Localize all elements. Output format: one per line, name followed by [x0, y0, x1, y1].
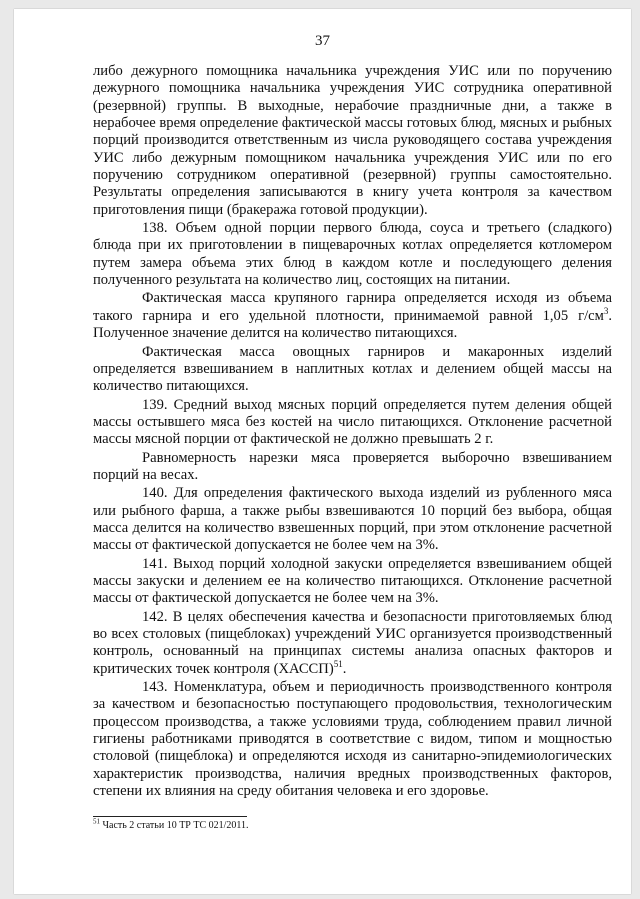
document-page: [14, 9, 631, 894]
footnote-text: Часть 2 статьи 10 ТР ТС 021/2011.: [100, 820, 249, 831]
footnote: [93, 817, 612, 832]
paragraph-142: [93, 609, 612, 678]
paragraph-138: 138. Объем одной порции первого блюда, соуса и третьего (сладкого) блюда при их приготовлении в пищеварочных котлах определяется котломером путем замера объема этих блюд в каждом котле и последующего деления полученного результата на количество лиц, состоящих на питании.: [93, 220, 612, 289]
paragraph-vegetable-garnish: Фактическая масса овощных гарниров и макаронных изделий определяется взвешиванием в наплитных котлах и делением общей массы на количество питающихся.: [93, 343, 612, 395]
paragraph-139: 139. Средний выход мясных порций определяется путем деления общей массы остывшего мяса без костей на число питающихся. Отклонение расчетной массы мясной порции от фактической не должно превышать 2 г.: [93, 396, 612, 448]
paragraph-141: 141. Выход порций холодной закуски определяется взвешиванием общей массы закуски и делением ее на количество питающихся. Отклонение расчетной массы от фактической допускается не более чем на 3%.: [93, 555, 612, 607]
footnote-divider: [93, 816, 247, 817]
document-body: [93, 63, 612, 801]
paragraph-continuation: либо дежурного помощника начальника учреждения УИС или по поручению дежурного помощника начальника учреждения УИС сотрудника оперативной (резервной) группы. В выходные, нерабочие праздничные дни, а также в нерабочее время определение фактической массы готовых блюд, мясных и рыбных порций производится ответственным из числа руководящего состава учреждения УИС либо дежурным помощником начальника учреждения УИС или по его поручению сотрудником оперативной (резервной) группы самостоятельно. Результаты определения записываются в книгу учета контроля за качеством приготовления пищи (бракеража готовой продукции).: [93, 63, 612, 218]
footnote-marker: 51: [93, 817, 100, 826]
paragraph-143: 143. Номенклатура, объем и периодичность производственного контроля за качеством и безопасностью поступающего продовольствия, технологическим процессом производства, а также условиями труда, соблюдением правил личной гигиены работниками приводятся в соответствие с видом, типом и мощностью столовой (пищеблока) и определяются исходя из санитарно-эпидемиологических характеристик производства, наличия вредных производственных факторов, степени их влияния на среду обитания человека и его здоровье.: [93, 679, 612, 800]
footnote-reference: 51: [333, 658, 343, 669]
page-number: 37: [315, 33, 330, 49]
paragraph-cereal-garnish-text: Фактическая масса крупяного гарнира определяется исходя из объема такого гарнира и его удельной плотности, принимаемой равной 1,05 г/см: [93, 290, 612, 324]
paragraph-142-tail: .: [342, 660, 347, 677]
paragraph-cereal-garnish-tail: . Полученное значение делится на количество питающихся.: [93, 307, 612, 342]
unit-superscript: 3: [603, 305, 609, 316]
paragraph-140: 140. Для определения фактического выхода изделий из рубленного мяса или рыбного фарша, а также рыбы взвешиваются 10 порций без выбора, общая масса делится на количество взвешенных порций, при этом отклонение расчетной массы от фактической допускается не более чем на 3%.: [93, 485, 612, 554]
paragraph-142-text: 142. В целях обеспечения качества и безопасности приготовляемых блюд во всех столовых (пищеблоках) учреждений УИС организуется производственный контроль, основанный на принципах системы анализа опасных факторов и критических точек контроля (ХАССП): [93, 608, 612, 677]
paragraph-meat-slicing: Равномерность нарезки мяса проверяется выборочно взвешиванием порций на весах.: [93, 449, 612, 483]
paragraph-cereal-garnish: [93, 290, 612, 342]
